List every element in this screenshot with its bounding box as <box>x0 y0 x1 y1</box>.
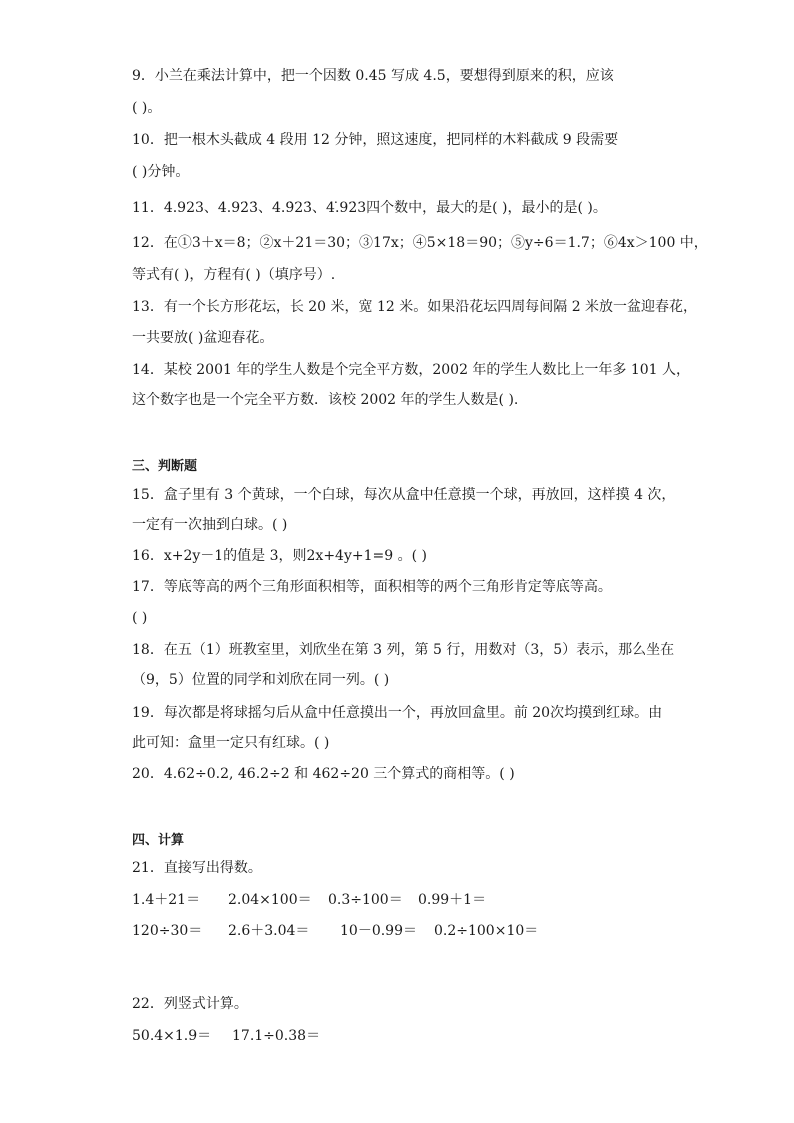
question-10-line-1: 10．把一根木头截成 4 段用 12 分钟，照这速度，把同样的木料截成 9 段需要 <box>132 132 619 148</box>
question-22: 22．列竖式计算。 <box>132 996 248 1012</box>
question-15-line-1: 15．盒子里有 3 个黄球，一个白球，每次从盒中任意摸一个球，再放回，这样摸 4 次， <box>132 487 676 503</box>
question-19-line-2: 此可知：盒里一定只有红球。( ) <box>132 735 330 751</box>
question-14-line-2: 这个数字也是一个完全平方数．该校 2002 年的学生人数是( ). <box>132 392 519 408</box>
calc-item: 2.04×100＝ <box>228 892 312 908</box>
question-19-line-1: 19．每次都是将球摇匀后从盒中任意摸出一个，再放回盒里。前 20次均摸到红球。由 <box>132 705 663 721</box>
question-20: 20．4.62÷0.2, 46.2÷2 和 462÷20 三个算式的商相等。( ) <box>132 766 515 782</box>
section-4-heading: 四、计算 <box>132 833 185 848</box>
calc-item: 120÷30＝ <box>132 923 203 939</box>
calc-item: 0.99＋1＝ <box>418 892 487 908</box>
question-9-line-2: ( )。 <box>132 100 162 116</box>
question-12-line-2: 等式有( )，方程有( )（填序号）. <box>132 267 336 283</box>
question-12-line-1: 12．在①3＋x＝8；②x＋21＝30；③17x；④5×18＝90；⑤y÷6＝1.7；⑥4x＞100 中， <box>132 235 708 251</box>
question-18-line-2: （9，5）位置的同学和刘欣在同一列。( ) <box>132 672 390 688</box>
question-13-line-2: 一共要放( )盆迎春花。 <box>132 330 274 346</box>
question-9-line-1: 9．小兰在乘法计算中，把一个因数 0.45 写成 4.5，要想得到原来的积，应该 <box>132 68 614 84</box>
calc-item: 17.1÷0.38＝ <box>232 1028 321 1044</box>
question-16: 16．x+2y－1的值是 3，则2x+4y+1=9 。( ) <box>132 548 427 564</box>
question-17-line-2: ( ) <box>132 610 148 626</box>
question-15-line-2: 一定有一次抽到白球。( ) <box>132 517 288 533</box>
section-3-heading: 三、判断题 <box>132 459 198 474</box>
question-10-line-2: ( )分钟。 <box>132 164 190 180</box>
calc-item: 1.4＋21＝ <box>132 892 201 908</box>
question-13-line-1: 13．有一个长方形花坛，长 20 米，宽 12 米。如果沿花坛四周每间隔 2 米放一盆迎春花， <box>132 299 698 315</box>
calc-item: 50.4×1.9＝ <box>132 1028 212 1044</box>
question-11: 11．4.923、4.92̇3̇、4.9̇23̇、4.̇92̇3四个数中，最大的是( )，最小的是( )。 <box>132 200 607 216</box>
calc-item: 0.3÷100＝ <box>328 892 403 908</box>
calc-item: 10－0.99＝ <box>340 923 417 939</box>
question-14-line-1: 14．某校 2001 年的学生人数是个完全平方数，2002 年的学生人数比上一年多 101 人， <box>132 362 691 378</box>
question-17-line-1: 17．等底等高的两个三角形面积相等，面积相等的两个三角形肯定等底等高。 <box>132 579 612 595</box>
calc-item: 0.2÷100×10＝ <box>434 923 539 939</box>
calc-item: 2.6＋3.04＝ <box>228 923 310 939</box>
question-21: 21．直接写出得数。 <box>132 860 262 876</box>
question-18-line-1: 18．在五（1）班教室里，刘欣坐在第 3 列，第 5 行，用数对（3，5）表示，那么坐在 <box>132 642 675 658</box>
